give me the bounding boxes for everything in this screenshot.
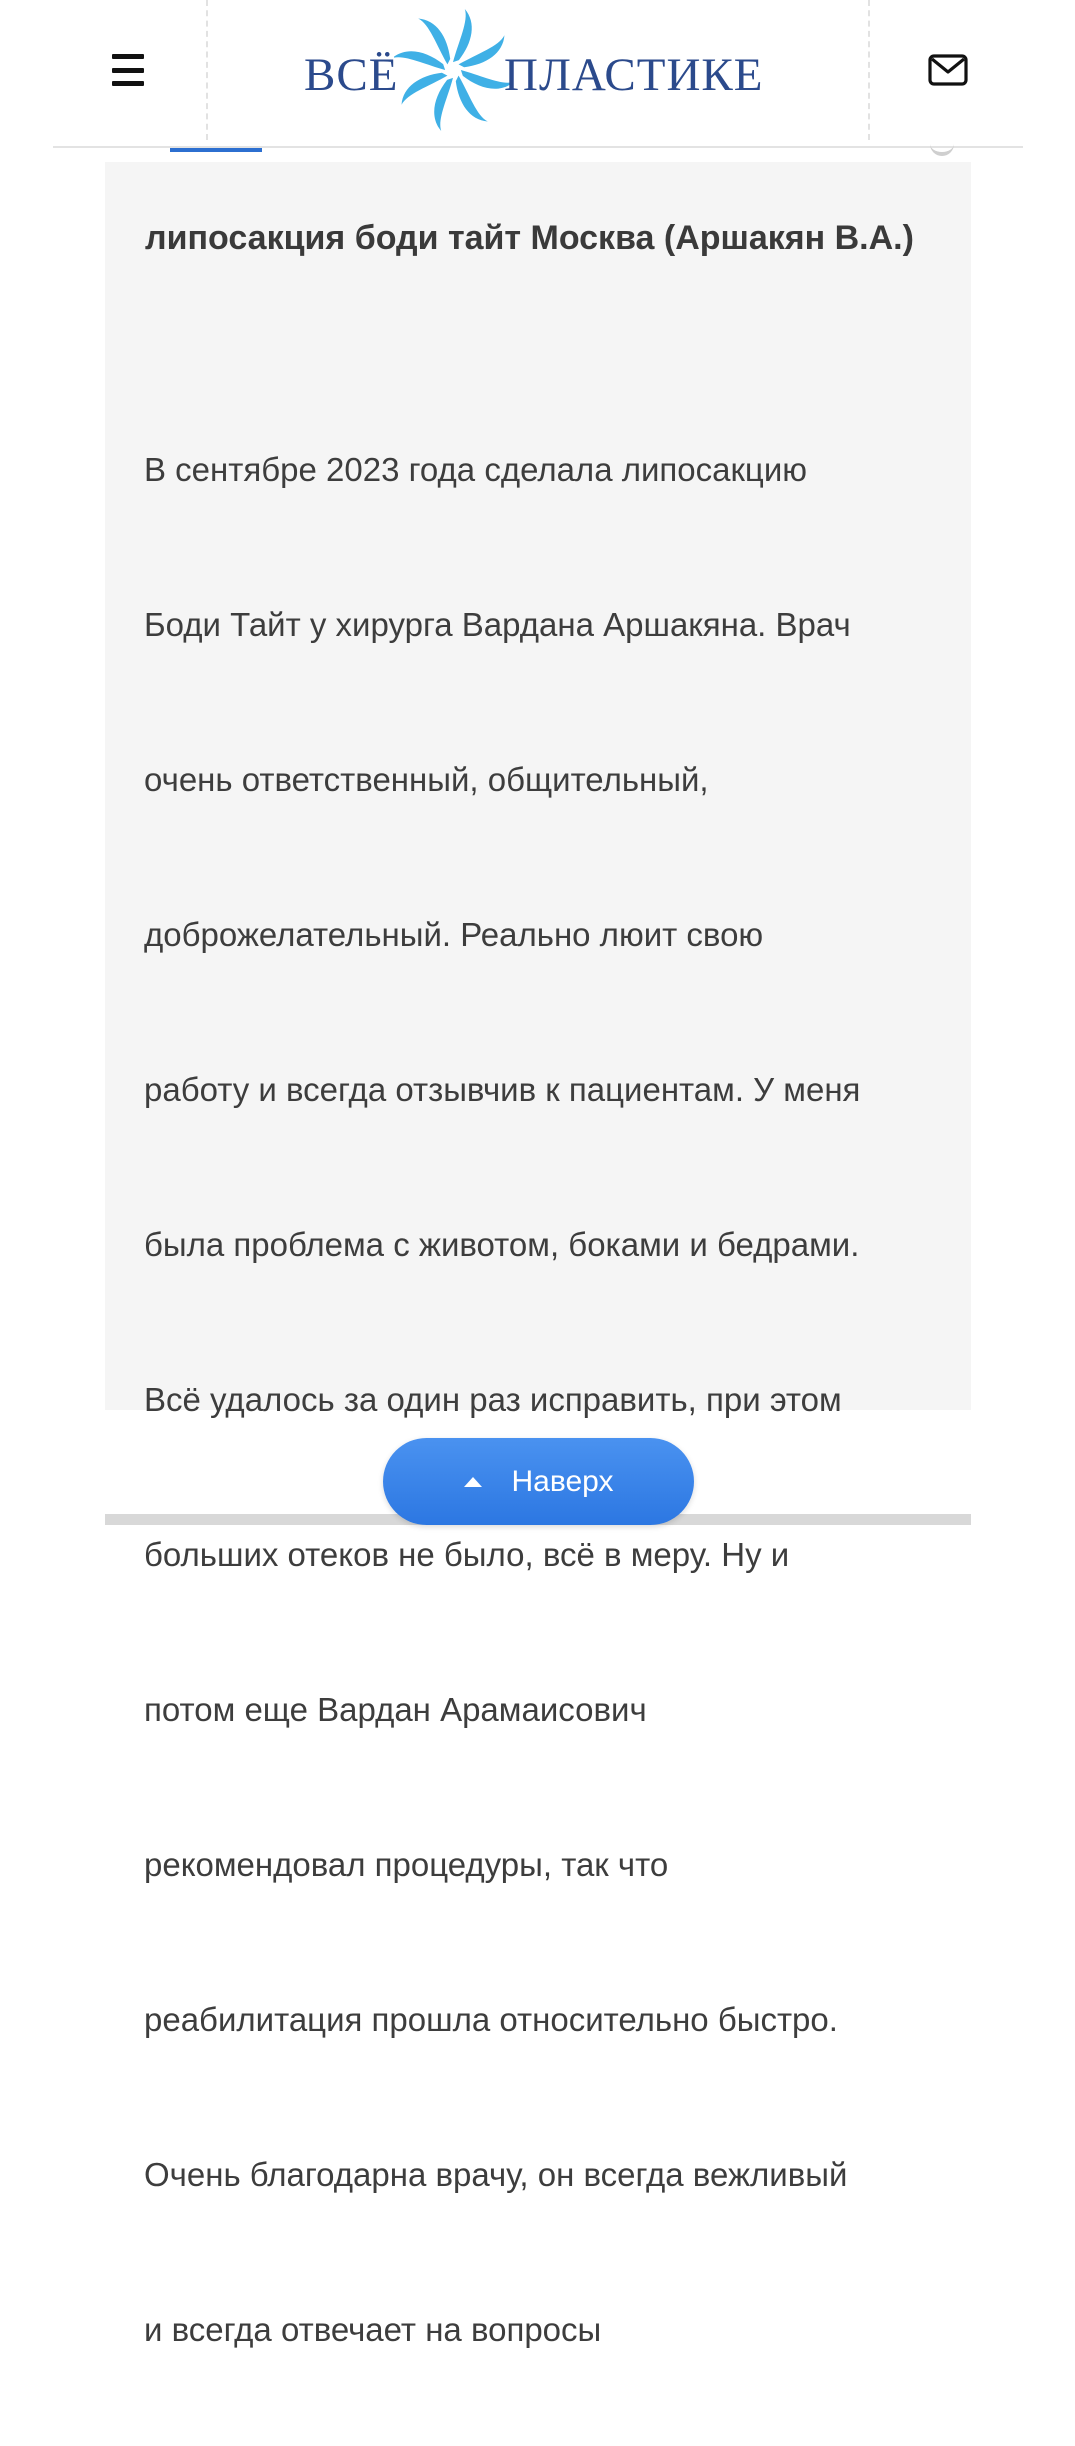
review-line: реабилитация прошла относительно быстро. [144, 2000, 838, 2038]
header-divider-left [206, 0, 208, 140]
site-logo[interactable] [300, 4, 780, 136]
logo-text-right: ПЛАСТИКЕ [504, 49, 764, 101]
scroll-to-top-button[interactable] [383, 1438, 694, 1525]
review-line: В сентябре 2023 года сделала липосакцию [144, 450, 807, 488]
review-line: Очень благодарна врачу, он всегда вежливый [144, 2155, 848, 2193]
review-line: очень ответственный, общительный, [144, 760, 709, 798]
header-divider-right [868, 0, 870, 140]
swirl-logo-icon [394, 6, 512, 134]
review-line: доброжелательный. Реально люит свою [144, 915, 764, 953]
review-line: Боди Тайт у хирурга Вардана Аршакяна. Врач [144, 605, 851, 643]
logo-text-left: ВСЁ [304, 49, 399, 101]
review-line: работу и всегда отзывчив к пациентам. У меня [144, 1070, 861, 1108]
partial-link-underline[interactable] [170, 148, 262, 152]
envelope-icon [928, 53, 968, 87]
arrow-up-icon [464, 1477, 482, 1487]
review-line: и всегда отвечает на вопросы [144, 2310, 602, 2348]
review-line: больших отеков не было, всё в меру. Ну и [144, 1535, 790, 1573]
site-header [0, 0, 1075, 148]
review-line: Всё удалось за один раз исправить, при этом [144, 1380, 842, 1418]
menu-bar [112, 68, 144, 73]
review-title: липосакция боди тайт Москва (Аршакян В.А.) [145, 219, 914, 257]
menu-bar [112, 81, 144, 86]
review-line: была проблема с животом, боками и бедрами. [144, 1225, 860, 1263]
review-line: потом еще Вардан Арамаисович [144, 1690, 647, 1728]
hamburger-menu-icon[interactable] [112, 54, 150, 86]
review-text [144, 353, 944, 2446]
scroll-to-top-label: Наверх [511, 1464, 614, 1498]
review-line: рекомендовал процедуры, так что [144, 1845, 669, 1883]
mail-envelope-icon[interactable] [928, 53, 968, 87]
menu-bar [112, 54, 144, 59]
partial-circle-icon [930, 140, 954, 156]
